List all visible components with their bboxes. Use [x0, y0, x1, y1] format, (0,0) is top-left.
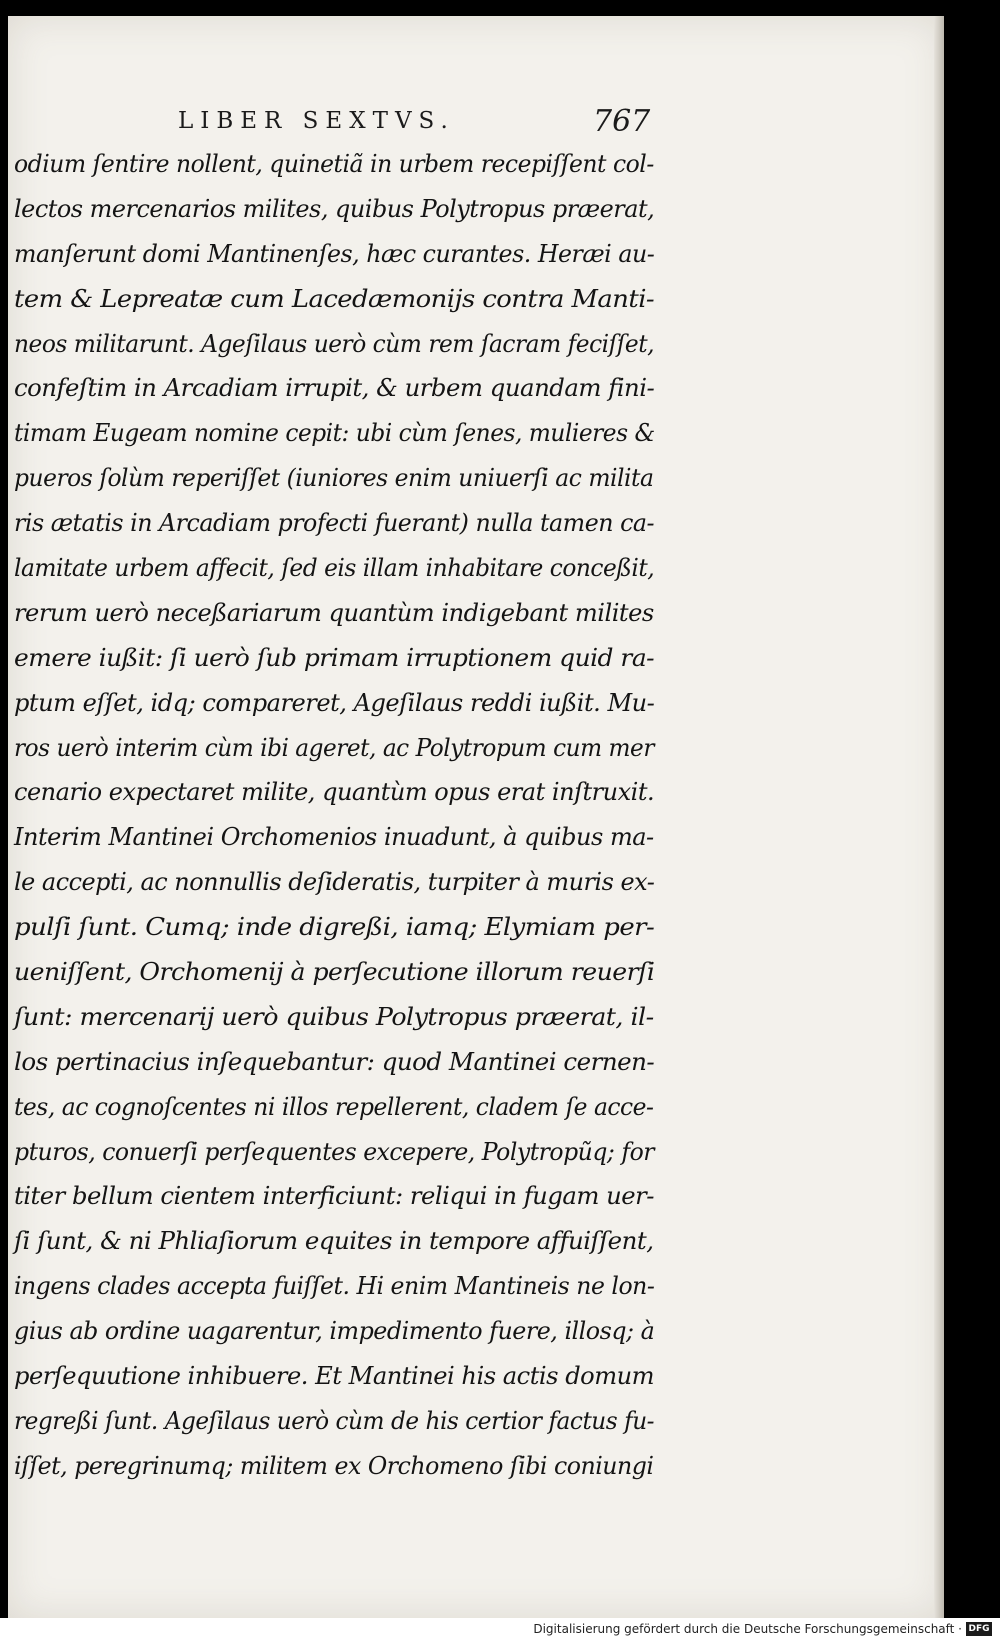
text-line: ris ætatis in Arcadiam profecti fuerant) nulla tamen ca- [14, 508, 655, 538]
text-line: lamitate urbem affecit, ſed eis illam inhabitare conceßit, [14, 553, 655, 583]
text-line: ſunt: mercenarij uerò quibus Polytropus præerat, il- [14, 1001, 654, 1031]
page-number: 767 [593, 104, 651, 139]
text-line: ueniſſent, Orchomenij à perſecutione illorum reuerſi [14, 957, 655, 987]
text-line: iſſet, peregrinumq; militem ex Orchomeno ſibi coniungi [14, 1450, 654, 1480]
text-line: los pertinacius inſequebantur: quod Mantinei cernen- [14, 1046, 655, 1076]
footer-bar [0, 1618, 1000, 1642]
text-line: perſequutione inhibuere. Et Mantinei his actis domum [14, 1361, 655, 1391]
running-title: LIBER SEXTVS. [178, 108, 455, 134]
text-line: ros uerò interim cùm ibi ageret, ac Polytropum cum mer [14, 732, 654, 762]
page-edge [934, 16, 944, 1618]
text-line: ſi ſunt, & ni Phliaſiorum equites in tempore affuiſſent, [14, 1226, 654, 1256]
body-text [14, 142, 684, 1489]
text-line: pueros ſolùm reperiſſet (iuniores enim uniuerſi ac milita [14, 463, 654, 493]
text-line: cenario expectaret milite, quantùm opus erat inſtruxit. [14, 777, 655, 807]
text-line: timam Eugeam nomine cepit: ubi cùm ſenes, mulieres & [14, 418, 655, 448]
text-line: pturos, conuerſi perſequentes excepere, Polytropũq; for [14, 1136, 655, 1166]
text-line: Interim Mantinei Orchomenios inuadunt, à quibus ma- [14, 822, 654, 852]
text-line: ingens clades accepta fuiſſet. Hi enim Mantineis ne lon- [14, 1271, 655, 1301]
text-line: rerum uerò neceßariarum quantùm indigebant milites [14, 597, 654, 627]
text-line: le accepti, ac nonnullis deſideratis, turpiter à muris ex- [14, 867, 655, 897]
text-line: lectos mercenarios milites, quibus Polytropus præerat, [14, 193, 655, 223]
funding-credit: Digitalisierung gefördert durch die Deutsche Forschungsgemeinschaft · [533, 1622, 962, 1636]
text-line: titer bellum cientem interficiunt: reliqui in fugam uer- [14, 1181, 654, 1211]
text-line: emere iußit: ſi uerò ſub primam irruptionem quid ra- [14, 642, 655, 672]
text-line: confeſtim in Arcadiam irrupit, & urbem quandam fini- [14, 373, 655, 403]
text-line: gius ab ordine uagarentur, impedimento fuere, illosq; à [14, 1316, 655, 1346]
text-line: tes, ac cognoſcentes ni illos repellerent, cladem ſe acce- [14, 1091, 654, 1121]
text-line: pulſi ſunt. Cumq; inde digreßi, iamq; Elymiam per- [14, 912, 655, 942]
text-line: regreßi ſunt. Ageſilaus uerò cùm de his certior factus fu- [14, 1405, 655, 1435]
book-page [8, 16, 944, 1618]
text-line: neos militarunt. Ageſilaus uerò cùm rem ſacram feciſſet, [14, 328, 655, 358]
text-line: ptum eſſet, idq; compareret, Ageſilaus reddi iußit. Mu- [14, 687, 655, 717]
text-line: odium ſentire nollent, quinetiã in urbem recepiſſent col- [14, 149, 654, 178]
text-line: tem & Lepreatæ cum Lacedæmonijs contra Manti- [14, 283, 655, 313]
text-line: manſerunt domi Mantinenſes, hæc curantes. Heræi au- [14, 238, 655, 268]
dfg-logo-icon: DFG [966, 1622, 992, 1636]
